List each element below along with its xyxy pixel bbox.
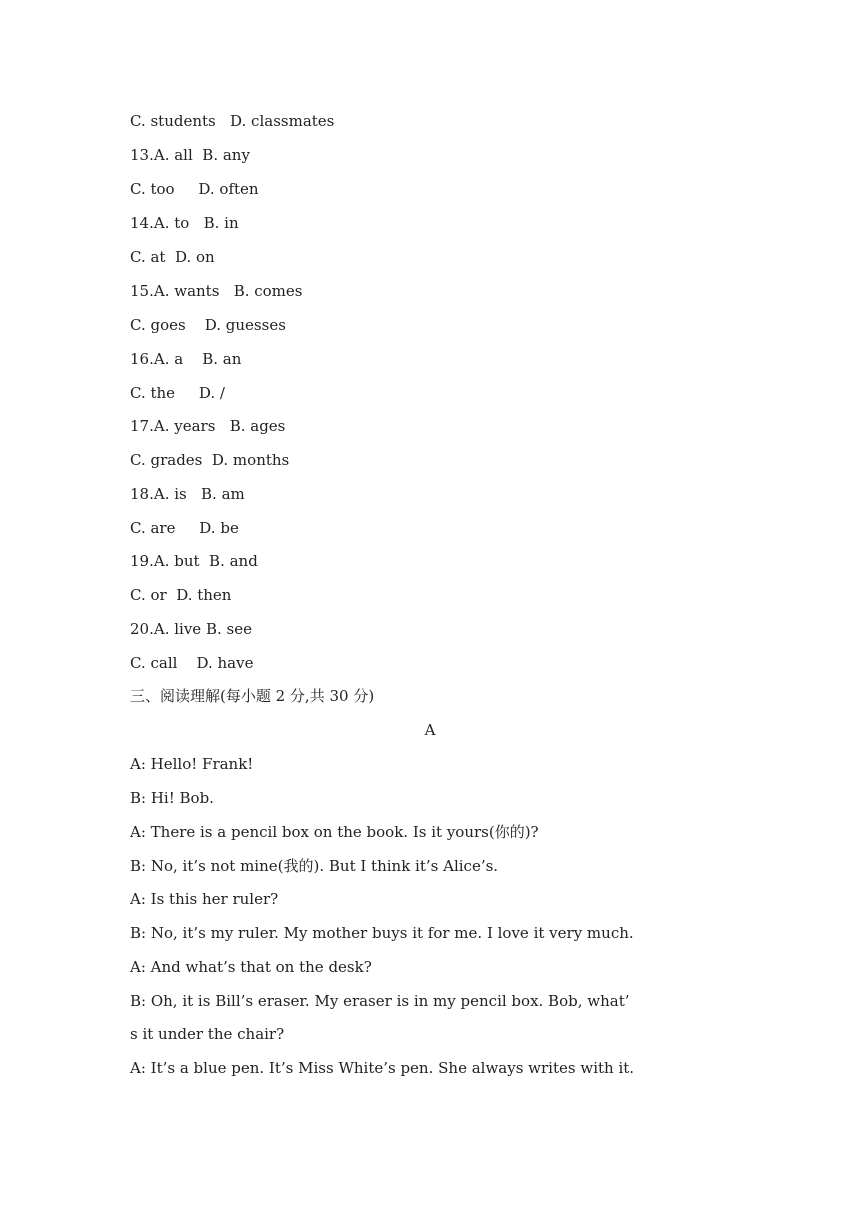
section-heading: 三、阅读理解(每小题 2 分,共 30 分)	[130, 687, 375, 705]
option-line: 16.A. a B. an	[130, 350, 242, 368]
dialogue-line: B: Oh, it is Bill’s eraser. My eraser is in my pencil box. Bob, what’	[130, 992, 630, 1010]
option-line: 19.A. but B. and	[130, 552, 258, 570]
option-line: C. goes D. guesses	[130, 316, 286, 334]
option-line: C. at D. on	[130, 248, 215, 266]
dialogue-line: s it under the chair?	[130, 1025, 285, 1043]
option-line: C. are D. be	[130, 519, 239, 537]
option-line: C. call D. have	[130, 654, 254, 672]
dialogue-line: A: Is this her ruler?	[130, 890, 279, 908]
option-line: 15.A. wants B. comes	[130, 282, 303, 300]
dialogue-line: A: There is a pencil box on the book. Is it yours(你的)?	[130, 823, 539, 841]
option-line: C. the D. /	[130, 384, 225, 402]
option-line: 18.A. is B. am	[130, 485, 245, 503]
option-line: 14.A. to B. in	[130, 214, 239, 232]
dialogue-line: B: No, it’s my ruler. My mother buys it for me. I love it very much.	[130, 924, 634, 942]
dialogue-line: B: No, it’s not mine(我的). But I think it’s Alice’s.	[130, 857, 499, 875]
option-line: 17.A. years B. ages	[130, 417, 286, 435]
dialogue-line: A: And what’s that on the desk?	[130, 958, 372, 976]
passage-label: A	[424, 721, 436, 739]
option-line: C. grades D. months	[130, 451, 290, 469]
option-line: C. too D. often	[130, 180, 259, 198]
option-line: C. students D. classmates	[130, 112, 335, 130]
option-line: 20.A. live B. see	[130, 620, 252, 638]
dialogue-line: A: It’s a blue pen. It’s Miss White’s pen. She always writes with it.	[130, 1059, 635, 1077]
dialogue-line: B: Hi! Bob.	[130, 789, 214, 807]
dialogue-line: A: Hello! Frank!	[130, 755, 254, 773]
option-line: C. or D. then	[130, 586, 232, 604]
option-line: 13.A. all B. any	[130, 146, 250, 164]
